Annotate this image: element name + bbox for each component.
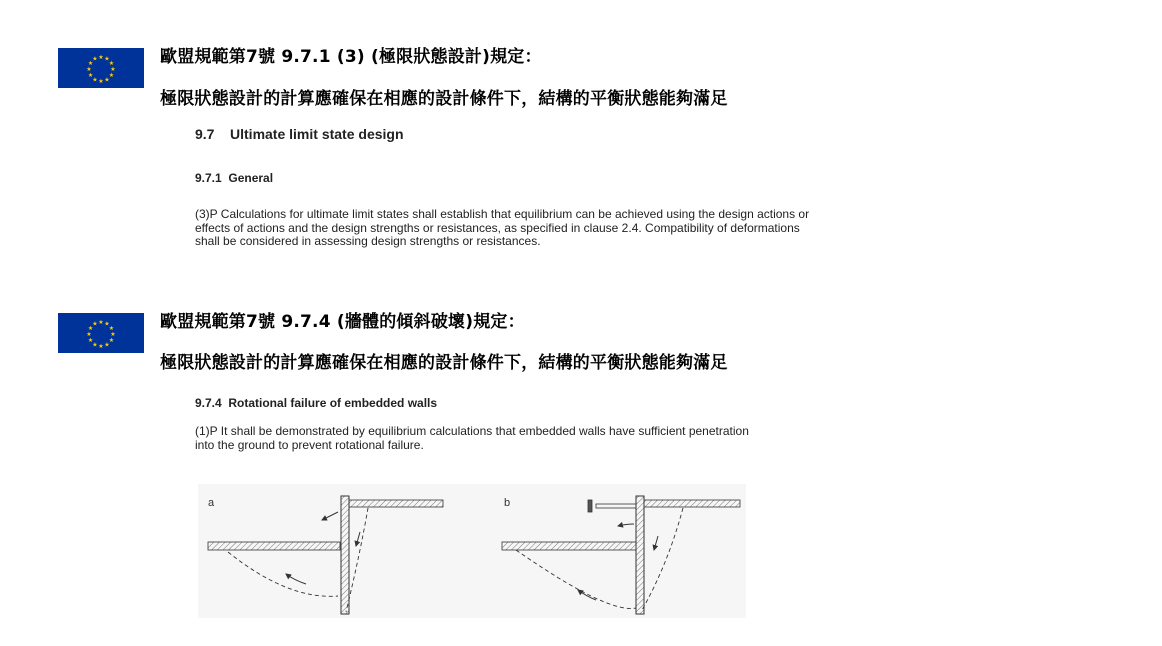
section2-title: 歐盟規範第7號 9.7.4 (牆體的傾斜破壞)規定： bbox=[160, 312, 525, 332]
svg-text:★: ★ bbox=[86, 66, 92, 73]
svg-text:★: ★ bbox=[92, 55, 98, 63]
svg-text:★: ★ bbox=[92, 341, 98, 349]
svg-text:★: ★ bbox=[108, 325, 115, 332]
eu-flag-icon bbox=[58, 313, 144, 353]
svg-text:★: ★ bbox=[104, 76, 110, 84]
heading-9-7: 9.7 Ultimate limit state design bbox=[195, 126, 404, 142]
svg-text:★: ★ bbox=[110, 331, 116, 338]
svg-text:★: ★ bbox=[110, 66, 116, 73]
section1-title: 歐盟規範第7號 9.7.1 (3) (極限狀態設計)規定： bbox=[160, 47, 542, 67]
figure-label-b: b bbox=[504, 497, 511, 509]
svg-text:★: ★ bbox=[98, 54, 104, 61]
svg-text:★: ★ bbox=[98, 319, 104, 326]
rotational-failure-figure bbox=[198, 484, 746, 618]
paragraph-9-7-4: (1)P It shall be demonstrated by equilibrium calculations that embedded walls have sufficient penetration into the ground to prevent rotational failure. bbox=[195, 424, 749, 452]
section2-subtitle: 極限狀態設計的計算應確保在相應的設計條件下，結構的平衡狀態能夠滿足 bbox=[160, 353, 728, 373]
svg-text:★: ★ bbox=[104, 341, 110, 349]
svg-text:★: ★ bbox=[104, 55, 110, 63]
svg-text:★: ★ bbox=[108, 72, 115, 79]
svg-text:★: ★ bbox=[87, 325, 94, 332]
svg-text:★: ★ bbox=[87, 337, 94, 344]
svg-text:★: ★ bbox=[92, 320, 98, 328]
diagram-a bbox=[208, 496, 443, 614]
eu-flag-icon bbox=[58, 48, 144, 88]
heading-9-7-4: 9.7.4 Rotational failure of embedded walls bbox=[195, 396, 438, 410]
svg-text:★: ★ bbox=[87, 60, 94, 67]
svg-text:★: ★ bbox=[87, 72, 94, 79]
svg-text:★: ★ bbox=[92, 76, 98, 84]
svg-text:★: ★ bbox=[108, 60, 115, 67]
figure-label-a: a bbox=[208, 497, 215, 509]
svg-text:★: ★ bbox=[104, 320, 110, 328]
paragraph-9-7-1: (3)P Calculations for ultimate limit states shall establish that equilibrium can be achieved using the design actions or effects of actions and the design strengths or resistances, as specified in clause 2.4. Compatibility of deformations shall be considered in assessing design strengths or resistances. bbox=[195, 207, 810, 248]
svg-text:★: ★ bbox=[86, 331, 92, 338]
heading-9-7-1: 9.7.1 General bbox=[195, 171, 274, 185]
section1-subtitle: 極限狀態設計的計算應確保在相應的設計條件下，結構的平衡狀態能夠滿足 bbox=[160, 89, 728, 109]
diagram-b bbox=[502, 496, 740, 614]
svg-text:★: ★ bbox=[108, 337, 115, 344]
svg-text:★: ★ bbox=[98, 343, 104, 350]
svg-text:★: ★ bbox=[98, 78, 104, 85]
